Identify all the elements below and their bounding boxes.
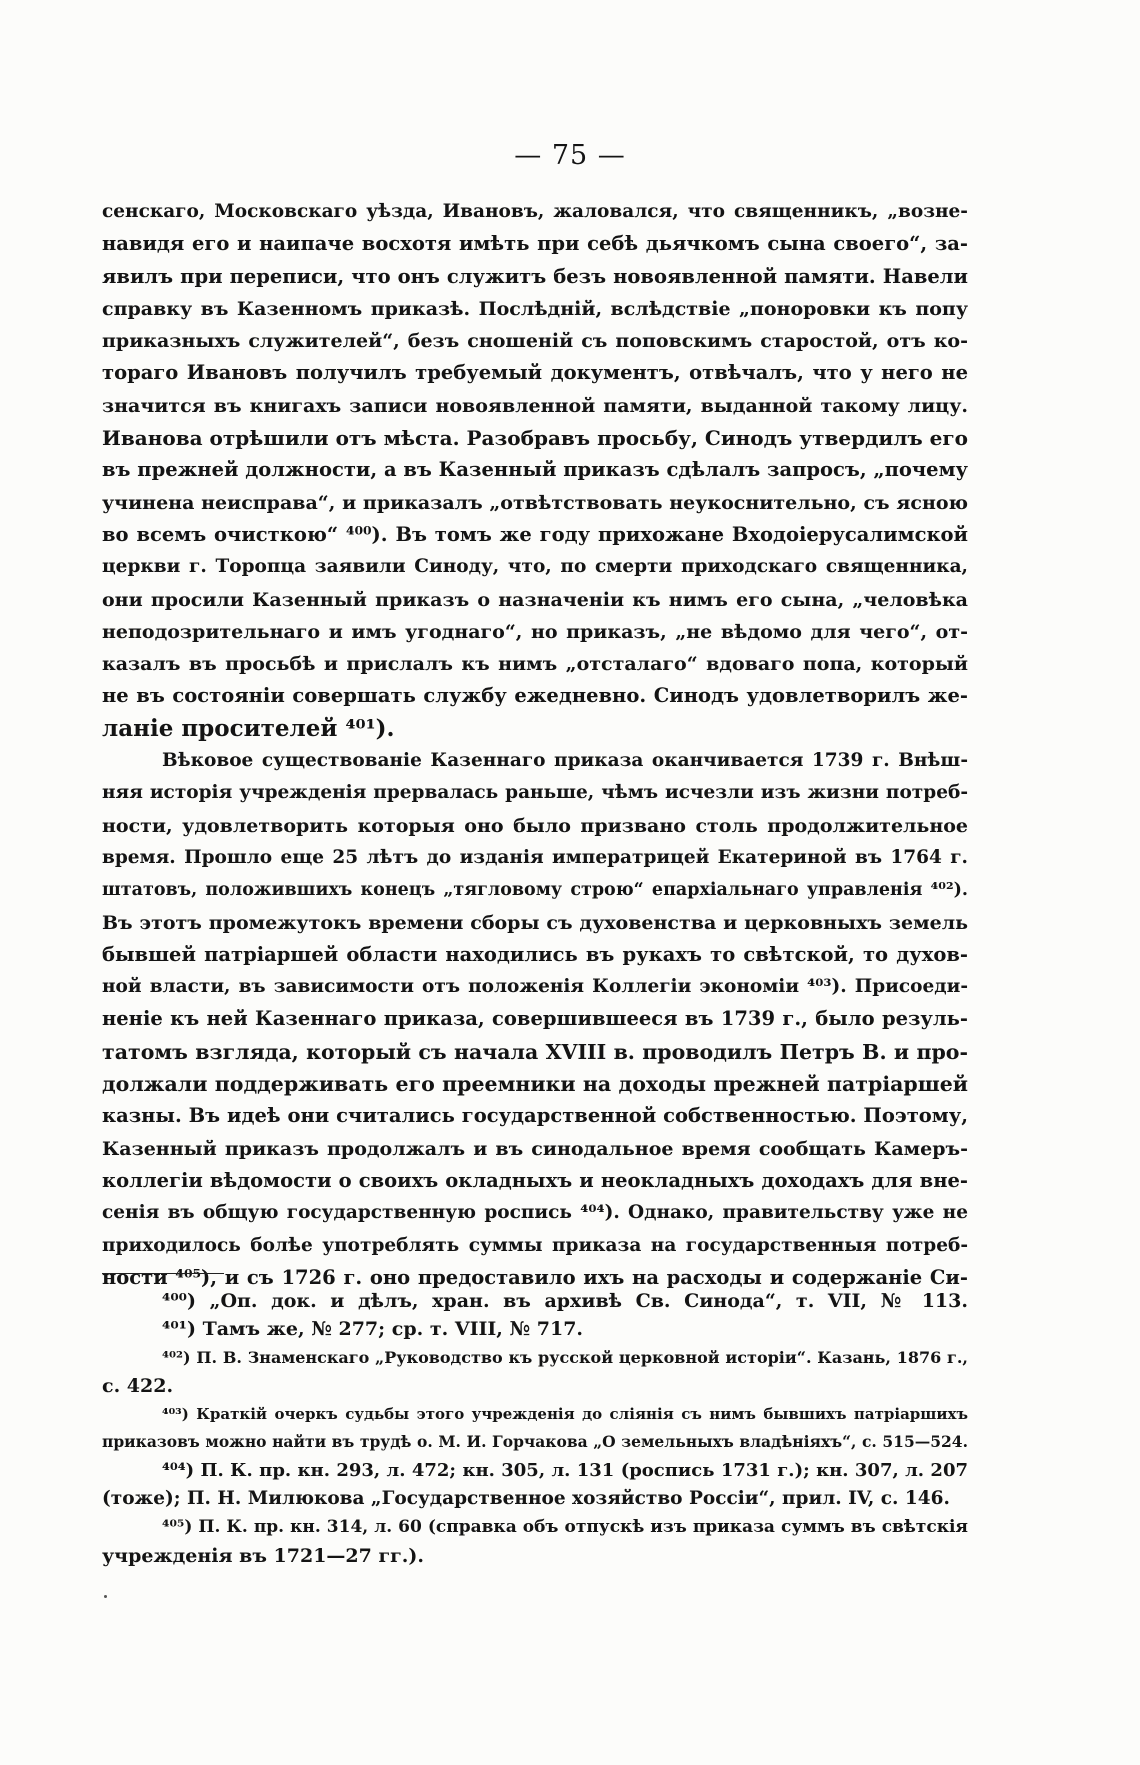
text-line: во всемъ очисткою“ ⁴⁰⁰). Въ томъ же году прихожане Входоіерусалимской [102,522,968,546]
footnote-line: приказовъ можно найти въ трудѣ о. М. И. Горчакова „О земельныхъ владѣніяхъ“, с. 515—524. [102,1432,968,1452]
text-line: Казенный приказъ продолжалъ и въ синодальное время сообщать Камеръ- [102,1137,968,1160]
body-text [102,196,968,1294]
text-line: значится въ книгахъ записи новоявленной памяти, выданной такому лицу. [102,394,968,417]
footnote-line: ⁴⁰⁴) П. К. пр. кн. 293, л. 472; кн. 305, л. 131 (роспись 1731 г.); кн. 307, л. 207 [162,1459,968,1481]
footnote-line: ⁴⁰²) П. В. Знаменскаго „Руководство къ русской церковной исторіи“. Казань, 1876 г., [162,1347,968,1367]
footnote-line: (тоже); П. Н. Милюкова „Государственное хозяйство Россіи“, прил. IV, с. 146. [102,1488,950,1510]
footnote-divider [102,1273,224,1274]
text-line: учинена неисправа“, и приказалъ „отвѣтствовать неукоснительно, съ ясною [102,491,968,514]
text-line: церкви г. Торопца заявили Синоду, что, по смерти приходскаго священника, [102,556,968,578]
footnote-line: учрежденія въ 1721—27 гг.). [102,1544,424,1567]
footnote-line: ⁴⁰¹) Тамъ же, № 277; ср. т. VIII, № 717. [162,1318,584,1341]
text-line: няя исторія учрежденія прервалась раньше, чѣмъ исчезли изъ жизни потреб- [102,782,968,804]
text-line: не въ состояніи совершать службу ежедневно. Синодъ удовлетворилъ же- [102,684,968,708]
text-line: приказныхъ служителей“, безъ сношеній съ поповскимъ старостой, отъ ко- [102,330,968,353]
text-line: сенія въ общую государственную роспись ⁴⁰⁴). Однако, правительству уже не [102,1202,968,1224]
footnotes [102,1287,968,1570]
text-line: тораго Ивановъ получилъ требуемый документъ, отвѣчалъ, что у него не [102,361,968,385]
text-line: татомъ взгляда, который съ начала XVIII в. проводилъ Петръ В. и про- [102,1039,968,1064]
footnote-line: с. 422. [102,1374,174,1397]
text-line: коллегіи вѣдомости о своихъ окладныхъ и неокладныхъ доходахъ для вне- [102,1168,968,1192]
text-line: приходилось болѣе употреблять суммы приказа на государственныя потреб- [102,1234,968,1256]
text-line: должали поддерживать его преемники на доходы прежней патріаршей [102,1072,968,1097]
footnote-line: ⁴⁰³) Краткій очеркъ судьбы этого учрежденія до сліянія съ нимъ бывшихъ патріаршихъ [162,1405,968,1424]
text-line: явилъ при переписи, что онъ служитъ безъ новоявленной памяти. Навели [102,264,968,288]
text-line: Въ этотъ промежутокъ времени сборы съ духовенства и церковныхъ земель [102,911,968,934]
text-line: ности ⁴⁰⁵), и съ 1726 г. оно предоставило ихъ на расходы и содержаніе Си- [102,1265,968,1289]
text-line: бывшей патріаршей области находились въ рукахъ то свѣтской, то духов- [102,942,968,966]
text-line: справку въ Казенномъ приказѣ. Послѣдній, вслѣдствіе „поноровки къ попу [102,297,968,320]
text-line: казалъ въ просьбѣ и прислалъ къ нимъ „отсталаго“ вдоваго попа, который [102,653,968,676]
text-line: штатовъ, положившихъ конецъ „тягловому строю“ епархіальнаго управленія ⁴⁰²). [102,880,968,901]
text-line: въ прежней должности, а въ Казенный приказъ сдѣлалъ запросъ, „почему [102,458,968,482]
footnote-line: ⁴⁰⁰) „Оп. док. и дѣлъ, хран. въ архивѣ Св. Синода“, т. VII, № 113. [162,1290,968,1312]
text-line: неподозрительнаго и имъ угоднаго“, но приказъ, „не вѣдомо для чего“, от- [102,620,968,643]
page-number: — 75 — [514,140,626,171]
text-line: казны. Въ идеѣ они считались государственной собственностью. Поэтому, [102,1104,968,1128]
text-line: ности, удовлетворить которыя оно было призвано столь продолжительное [102,814,968,837]
text-line: навидя его и наипаче восхотя имѣть при себѣ дьячкомъ сына своего“, за- [102,232,968,256]
ink-speck [104,1595,107,1598]
text-line: они просили Казенный приказъ о назначеніи къ нимъ его сына, „человѣка [102,588,968,611]
footnote-line: ⁴⁰⁵) П. К. пр. кн. 314, л. 60 (справка объ отпускѣ изъ приказа суммъ въ свѣтскія [162,1517,968,1538]
text-line: неніе къ ней Казеннаго приказа, совершившееся въ 1739 г., было резуль- [102,1007,968,1031]
text-line: ланіе просителей ⁴⁰¹). [102,714,395,742]
text-line: сенскаго, Московскаго уѣзда, Ивановъ, жаловался, что священникъ, „возне- [102,201,968,222]
text-line: Вѣковое существованіе Казеннаго приказа оканчивается 1739 г. Внѣш- [162,750,968,772]
text-line: ной власти, въ зависимости отъ положенія Коллегіи экономіи ⁴⁰³). Присоеди- [102,976,968,998]
text-line: Иванова отрѣшили отъ мѣста. Разобравъ просьбу, Синодъ утвердилъ его [102,426,968,451]
text-line: время. Прошло еще 25 лѣтъ до изданія императрицей Екатериной въ 1764 г. [102,846,968,868]
